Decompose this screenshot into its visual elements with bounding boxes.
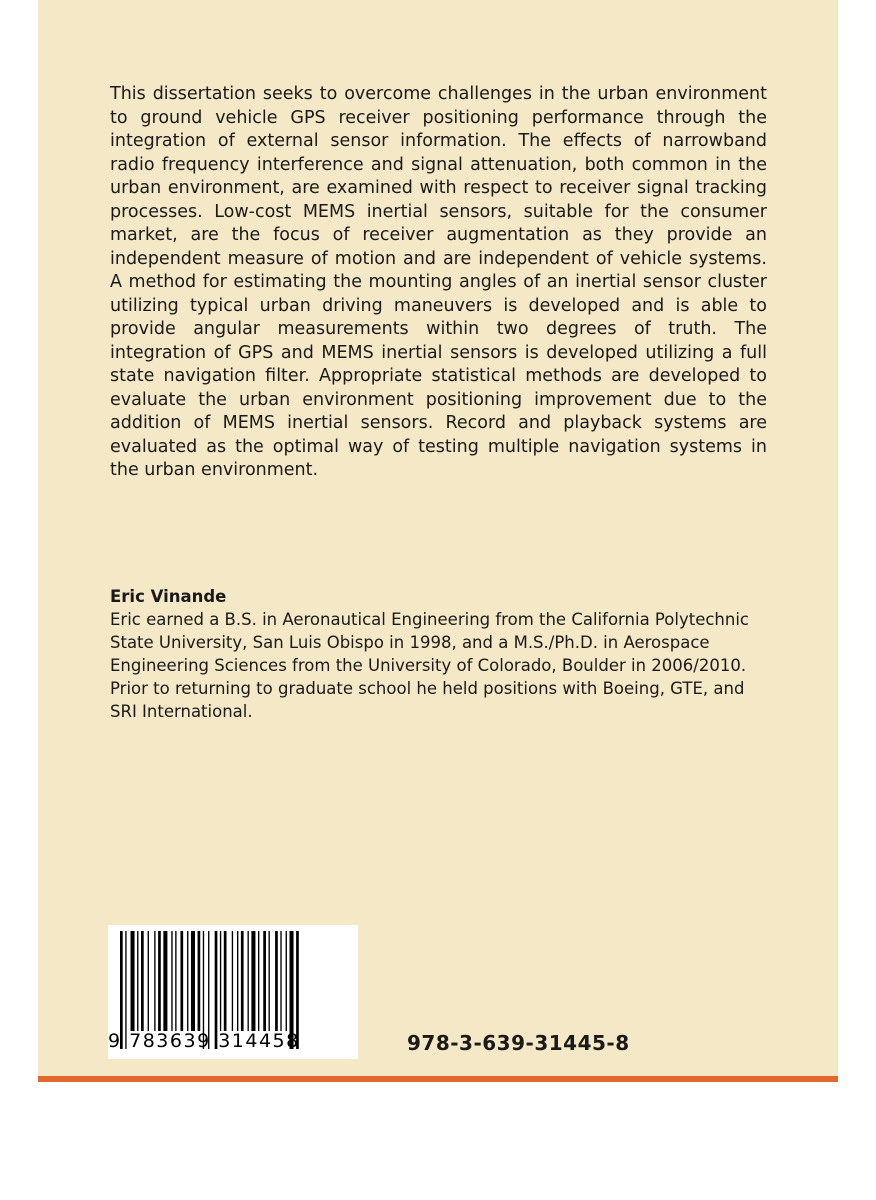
barcode-bar bbox=[131, 931, 135, 1031]
barcode-bar bbox=[163, 931, 167, 1031]
barcode-bar bbox=[263, 931, 266, 1031]
barcode-digits: 9 783639 314458 bbox=[108, 1030, 300, 1052]
author-bio-line: State University, San Luis Obispo in 1998, and a M.S./Ph.D. in Aerospace bbox=[110, 633, 710, 652]
barcode-bar bbox=[158, 931, 161, 1031]
barcode-bar bbox=[141, 931, 144, 1031]
barcode-bar bbox=[269, 931, 270, 1031]
barcode-bar bbox=[148, 931, 149, 1031]
author-bio bbox=[110, 608, 790, 723]
barcode-bar bbox=[137, 931, 138, 1031]
barcode-bar bbox=[198, 931, 201, 1031]
author-bio-line: Engineering Sciences from the University of Colorado, Boulder in 2006/2010. bbox=[110, 656, 747, 675]
abstract-text: This dissertation seeks to overcome challenges in the urban environment to ground vehicle GPS receiver positioning performance through the integration of external sensor information. The effects of narrowband radio frequency interference and signal attenuation, both common in the urban environment, are examined with respect to receiver signal tracking processes. Low-cost MEMS inertial sensors, suitable for the consumer market, are the focus of receiver augmentation as they provide an independent measure of motion and are independent of vehicle systems. A method for estimating the mounting angles of an inertial sensor cluster utilizing typical urban driving maneuvers is developed and is able to provide angular measurements within two degrees of truth. The integration of GPS and MEMS inertial sensors is developed utilizing a full state navigation filter. Appropriate statistical methods are developed to evaluate the urban environment positioning improvement due to the addition of MEMS inertial sensors. Record and playback systems are evaluated as the optimal way of testing multiple navigation systems in the urban environment. bbox=[110, 84, 767, 480]
author-block bbox=[110, 585, 790, 723]
barcode-bar bbox=[248, 931, 249, 1031]
barcode-bar bbox=[224, 931, 227, 1031]
barcode-bar bbox=[191, 931, 195, 1031]
barcode-bar bbox=[251, 931, 255, 1031]
barcode-bar bbox=[280, 931, 281, 1031]
barcode bbox=[108, 925, 358, 1059]
barcode-bar bbox=[220, 931, 221, 1031]
author-bio-line: SRI International. bbox=[110, 702, 253, 721]
barcode-bar bbox=[275, 931, 278, 1031]
barcode-bar bbox=[171, 931, 172, 1031]
barcode-bar bbox=[175, 931, 176, 1031]
barcode-bar bbox=[286, 931, 287, 1031]
accent-bar bbox=[38, 1076, 838, 1082]
isbn-number: 978-3-639-31445-8 bbox=[407, 1031, 630, 1055]
barcode-bar bbox=[232, 931, 233, 1031]
barcode-bar bbox=[237, 931, 238, 1031]
author-bio-line: Prior to returning to graduate school he held positions with Boeing, GTE, and bbox=[110, 679, 745, 698]
barcode-bar bbox=[258, 931, 259, 1031]
barcode-bar bbox=[187, 931, 188, 1031]
barcode-bar bbox=[180, 931, 183, 1031]
barcode-bar bbox=[154, 931, 155, 1031]
author-name: Eric Vinande bbox=[110, 587, 227, 606]
author-bio-line: Eric earned a B.S. in Aeronautical Engineering from the California Polytechnic bbox=[110, 610, 749, 629]
barcode-bar bbox=[241, 931, 244, 1031]
